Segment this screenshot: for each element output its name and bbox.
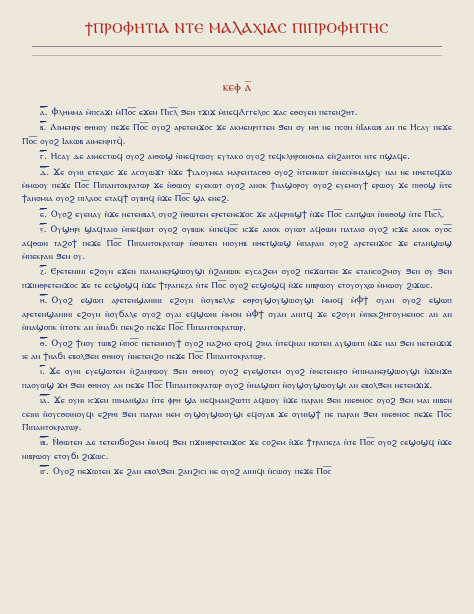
verse-number: ⲇ̅. — [40, 166, 50, 178]
chapter-heading: ⲕⲉⲫ ⲁ̅ — [222, 79, 252, 94]
verse-text: Ϫⲉ ⲟⲩⲛⲓ ⲉⲧⲉⲭⲱⲥ ϫⲉ ⲁⲥⲟⲩⲱϫⲧ ⲛ̀ϫⲉ Ϯⲓⲇⲟⲩⲙⲉⲁ ⲙⲁⲣⲉⲛⲧⲁⲥⲑⲟ ⲟⲩⲟϩ ⲛ̀ⲧⲉⲛⲕⲱⲧ ⲛ̀ⲛⲉⲥⲙ̀ⲙⲁϣⲉⲩ ⲛⲁⲓ ⲛⲉ ⲛⲏⲉⲧⲉϥϫⲱ ⲙ̀ⲙⲱⲟⲩ ⲡⲉϫⲉ Ⲡⲟ̅ⲥ̅ Ⲡⲓⲡⲁⲛⲧⲟⲕⲣⲁⲧⲱⲣ ϫⲉ ⲛ̀ⲑⲱⲟⲩ ⲉⲩⲉⲕⲱⲧ ⲟⲩⲟϩ ⲁⲛⲟⲕ ϯⲛⲁϣⲟⲣⲟⲩ ⲟⲩⲟϩ ⲉⲩⲉⲙⲟⲩϯ ⲉⲣⲱⲟⲩ ϫⲉ ⲡⲓⲑⲟϣ ⲛ̀ⲧⲉ ϯⲁⲛⲟⲙⲓⲁ ⲟⲩⲟϩ ⲡⲓⲗⲁⲟⲥ ⲉⲧⲁϥϯ ⲟⲩⲃⲏϥ ⲛ̀ϫⲉ Ⲡⲟ̅ⲥ̅ ϣⲁ ⲉⲛⲉϩ. — [22, 166, 452, 205]
verse — [22, 365, 452, 392]
verse-text: Ϫⲉ ⲟⲩⲛⲓ ⲓⲥϫⲉⲛ ⲡⲓⲙⲁⲛϣⲁⲓ ⲛ̀ⲧⲉ ⲫⲣⲏ ϣⲁ ⲛⲉϥⲙⲁⲛϩⲱⲧⲡ ⲁϥⲱⲟⲩ ⲛ̀ϫⲉ ⲡⲁⲣⲁⲛ ϧⲉⲛ ⲛⲓⲉⲑⲛⲟⲥ ⲟⲩⲟϩ ϧⲉⲛ ⲙⲁⲓ ⲛⲓⲃⲉⲛ ⲥⲉⲓⲛⲓ ⲛ̀ⲟⲩⲥⲑⲟⲓⲛⲟⲩϥⲓ ⲉϩⲣⲏⲓ ϧⲉⲛ ⲡⲁⲣⲁⲛ ⲛⲉⲙ ⲟⲩϣⲟⲩϣⲱⲟⲩϣⲓ ⲉϥⲟⲩⲁⲃ ϫⲉ ⲟⲩⲛⲓϣϯ ⲡⲉ ⲡⲁⲣⲁⲛ ϧⲉⲛ ⲛⲓⲉⲑⲛⲟⲥ ⲡⲉϫⲉ Ⲡⲟ̅ⲥ̅ Ⲡⲓⲡⲁⲛⲧⲟⲕⲣⲁⲧⲱⲣ. — [22, 395, 452, 433]
title-divider — [32, 46, 442, 47]
verse-list — [22, 106, 452, 479]
verse-number: ⲍ̅. — [40, 266, 47, 278]
verse-number: ⲓ̅ⲃ̅. — [40, 437, 49, 449]
verse-number: ⲁ̅. — [40, 107, 48, 118]
verse-text: Ⲫⲗⲏⲙⲙⲁ ⲙ̀ⲡⲥⲁϫⲓ ⲙ̀Ⲡⲟ̅ⲥ̅ ⲉϫⲉⲛ Ⲡⲓⲥ̅ⲗ̅ ϧⲉⲛ ⲧϫⲓϫ ⲙ̀ⲡⲉϥⲀⲅⲅⲉⲗⲟⲥ ϫⲁⲥ ⲉⲑⲟⲩⲉⲛ ⲡⲉⲧⲉⲛϩⲏⲧ. — [51, 107, 358, 118]
verse-number: ⲋ̅. — [40, 224, 47, 236]
verse-text: Ⲟⲩⲟϩ ⲉⲩⲉⲛⲁⲩ ⲛ̀ϫⲉ ⲛⲉⲧⲉⲛⲃⲁⲗ ⲟⲩⲟϩ ⲛ̀ⲑⲱⲧⲉⲛ ⲉⲣⲉⲧⲉⲛⲉϫⲟⲥ ϫⲉ ⲁϥⲉⲣⲛⲓϣϯ ⲛ̀ϫⲉ Ⲡⲟ̅ⲥ̅ ⲥⲁⲡϣⲱⲓ ⲛ̀ⲛⲓⲑⲟϣ ⲛ̀ⲧⲉ Ⲡⲓⲥ̅ⲗ̅. — [51, 208, 445, 220]
verse-number: ⲃ̅. — [40, 122, 47, 134]
verse-text: Ⲉⲣⲉⲧⲉⲛⲓⲛⲓ ⲉϩⲟⲩⲛ ⲉϫⲉⲛ ⲡⲁⲙⲁⲛⲉⲣϣⲱⲟⲩϣⲓ ⲛ̀ϩⲁⲛⲱⲓⲕ ⲉⲩⲥⲁϩⲉⲙ ⲟⲩⲟϩ ⲡⲉϫⲱⲧⲉⲛ ϫⲉ ⲉⲧⲁⲛⲥⲟϩⲙⲟⲩ ϧⲉⲛ ⲟⲩ ϧⲉⲛ ⲡϫⲓⲛⲑⲣⲉⲧⲉⲛϫⲟⲥ ϫⲉ ⲧⲉ ⲉⲥϣⲟϣϥ ⲛ̀ϫⲉ ϯⲧⲣⲁⲡⲉⲍⲁ ⲛ̀ⲧⲉ Ⲡⲟ̅ⲥ̅ ⲟⲩⲟϩ ⲉⲥϣⲟϣϥ ⲛ̀ϫⲉ ⲛⲓⲃⲣⲱⲟⲩ ⲉⲧⲟⲩⲟⲩⲭⲱ ⲙ̀ⲙⲱⲟⲩ ϩⲓϫⲱⲥ. — [22, 266, 452, 291]
verse-number: ⲉ̅. — [40, 208, 47, 220]
verse-text: Ⲟⲩⲟϩ ⲡⲉϫⲱⲧⲉⲛ ϫⲉ ϩⲁⲛ ⲉⲃⲟⲗϧⲉⲛ ϩⲁⲛϩⲓⲥⲓ ⲛⲉ ⲟⲩⲟϩ ⲁⲓⲛⲓϥⲓ ⲛ̀ⲥⲱⲟⲩ ⲡⲉϫⲉ Ⲡⲟ̅ⲥ̅ — [53, 466, 332, 478]
verse — [22, 337, 452, 364]
verse-number: ⲓ̅ⲁ̅. — [40, 395, 50, 407]
verse — [22, 166, 452, 206]
verse — [22, 465, 452, 478]
verse — [22, 208, 452, 221]
verse-text: Ⲟⲩⲟϩ ⲉϣⲱⲡ ⲁⲣⲉⲧⲉⲛϣⲁⲛⲓⲛⲓ ⲉϩⲟⲩⲛ ⲛ̀ⲟⲩⲃⲉⲗⲗⲉ ⲉⲑⲣⲟⲩϣⲟⲩϣⲱⲟⲩϣⲓ ⲙ̀ⲙⲟϥ ⲙ̀Ⲫϯ ⲟⲩⲁⲛ ⲟⲩⲟϩ ⲉϣⲱⲡ ⲁⲣⲉⲧⲉⲛϣⲁⲛⲓⲛⲓ ⲉϩⲟⲩⲛ ⲛ̀ⲟⲩϭⲁⲗⲉ ⲟⲩⲟϩ ⲟⲩⲁⲓ ⲉϥϣⲱⲛⲓ ⲙ̀ⲙⲟⲛ ⲙ̀Ⲫϯ ⲟⲩⲁⲛ ⲁⲛⲓⲧϥ ϫⲉ ⲉϩⲟⲩⲛ ⲙ̀ⲡⲉⲕϩⲏⲅⲟⲩⲙⲉⲛⲟⲥ ⲁⲛ ⲁⲛ ⲛ̀ⲛⲁϣⲟⲡⲕ ⲛ̀ⲧⲟⲧⲕ ⲁⲛ ⲛ̀ⲛⲁϭⲓ ⲡⲉⲕϩⲟ ⲡⲉϫⲉ Ⲡⲟ̅ⲥ̅ Ⲡⲓⲡⲁⲛⲧⲟⲕⲣⲁⲧⲱⲣ. — [22, 295, 452, 334]
verse — [22, 394, 452, 434]
verse — [22, 294, 452, 334]
verse-text: Ⲏⲥⲁⲩ ⲇⲉ ⲁⲓⲙⲉⲥⲧⲱϥ ⲟⲩⲟϩ ⲁⲓⲑⲱϣ ⲛ̀ⲛⲉϥⲧⲱⲟⲩ ⲉⲩⲧⲁⲕⲟ ⲟⲩⲟϩ ⲧⲉϥⲕⲗⲏⲣⲟⲛⲟⲙⲓⲁ ⲉⲛ̀ϩⲁⲛⲧⲟⲓ ⲛⲧⲉ ⲡϣⲁϥⲉ. — [50, 151, 410, 163]
verse — [22, 265, 452, 292]
verse-text: Ⲛ̀ⲑⲱⲧⲉⲛ ⲇⲉ ⲧⲉⲧⲉⲛϭⲟϩⲉⲙ ⲙ̀ⲙⲟϥ ϧⲉⲛ ⲡϫⲓⲛⲑⲣⲉⲧⲉⲛϫⲟⲥ ϫⲉ ⲥⲟϩⲉⲙ ⲛ̀ϫⲉ ϯⲧⲣⲁⲡⲉⲍⲁ ⲛ̀ⲧⲉ Ⲡⲟ̅ⲥ̅ ⲟⲩⲟϩ ⲥⲉϣⲟϣϥ ⲛ̀ϫⲉ ⲛⲓⲃⲣⲱⲟⲩ ⲉⲧⲟⲩϭⲓ ϩⲓϫⲱⲥ. — [22, 437, 452, 462]
verse-text: Ⲟⲩϣⲏⲣⲓ ϣⲁϥⲧⲁⲓⲟ ⲙ̀ⲡⲉϥⲓⲱⲧ ⲟⲩⲟϩ ⲟⲩⲃⲱⲕ ⲙ̀ⲡⲉϥⲟ̅ⲥ̅ ⲓⲥϫⲉ ⲁⲛⲟⲕ ⲟⲩⲓⲱⲧ ⲁϥⲑⲱⲛ ⲡⲁⲧⲁⲓⲟ ⲟⲩⲟϩ ⲓⲥϫⲉ ⲁⲛⲟⲕ ⲟⲩⲟ̅ⲥ̅ ⲁϥⲑⲱⲛ ⲧⲁϩⲟϯ ⲡⲉϫⲉ Ⲡⲟ̅ⲥ̅ Ⲡⲓⲡⲁⲛⲧⲟⲕⲣⲁⲧⲱⲣ ⲛ̀ⲑⲱⲧⲉⲛ ⲛⲓⲟⲩⲏⲃ ⲛⲏⲉⲧϣⲱϣ ⲙ̀ⲡⲁⲣⲁⲛ ⲟⲩⲟϩ ⲁⲣⲉⲧⲉⲛϫⲟⲥ ϫⲉ ⲉⲧⲁⲛϣⲱϣ ⲙ̀ⲡⲉⲕⲣⲁⲛ ϧⲉⲛ ⲟⲩ. — [22, 224, 452, 263]
verse-text: Ⲟⲩⲟϩ ϯⲛⲟⲩ ⲧⲱⲃϩ ⲙ̀ⲡⲟ̅ⲥ̅ ⲡⲉⲧⲉⲛⲛⲟⲩϯ ⲟⲩⲟϩ ⲛⲁϩⲙⲟ ⲉⲣⲟϥ ϩⲓⲛⲁ ⲛ̀ⲧⲉϥⲛⲁⲓ ⲛⲱⲧⲉⲛ ⲁⲩϣⲱⲡⲓ ⲛ̀ϫⲉ ⲛⲁⲓ ϧⲉⲛ ⲛⲉⲧⲉⲛϫⲓϫ ⲓⲉ ⲁⲛ ϯⲛⲁϭⲓ ⲉⲃⲟⲗϧⲉⲛ ⲑⲏⲛⲟⲩ ⲛ̀ⲛⲉⲧⲉⲛϩⲟ ⲡⲉϫⲉ Ⲡⲟ̅ⲥ̅ Ⲡⲓⲡⲁⲛⲧⲟⲕⲣⲁⲧⲱⲣ. — [22, 337, 452, 362]
document-title: ϯⲠⲢⲞⲪⲎⲦⲒⲀ ⲚⲦⲈ ⲘⲀⲖⲀⲬⲒⲀⲤ ⲠⲒⲠⲢⲞⲪⲎⲦⲎⲤ — [85, 21, 389, 37]
verse-number: ⲅ̅. — [40, 151, 47, 163]
verse — [22, 106, 452, 119]
verse — [22, 150, 452, 163]
title-divider-light — [32, 55, 442, 56]
verse-number: ⲓ̅ⲅ̅. — [40, 466, 50, 478]
verse-number: ⲓ̅. — [40, 366, 46, 378]
verse — [22, 223, 452, 263]
verse-text: Ϫⲉ ⲟⲩⲛⲓ ⲉⲩⲉϣⲱⲧⲉⲙ ⲛ̀ϩⲁⲛⲣⲱⲟⲩ ϧⲉⲛ ⲑⲏⲛⲟⲩ ⲟⲩⲟϩ ⲉⲩⲉϣⲟⲧⲉⲙ ⲟⲩⲟϩ ⲛ̀ⲛⲉⲧⲉⲛⲉⲣⲟ ⲙ̀ⲡⲓⲙⲁⲛⲉⲣϣⲱⲟⲩϣⲓ ⲛ̀ϫⲓⲛϫⲏ ⲡⲁⲟⲩⲱϣ ϫⲏ ϧⲉⲛ ⲑⲏⲛⲟⲩ ⲁⲛ ⲡⲉϫⲉ Ⲡⲟ̅ⲥ̅ Ⲡⲓⲡⲁⲛⲧⲟⲕⲣⲁⲧⲱⲣ ⲟⲩⲟϩ ⲛ̀ⲛⲁϣⲱⲡ ⲛ̀ⲟⲩϣⲟⲩϣⲱⲟⲩϣⲓ ⲁⲛ ⲉⲃⲟⲗϧⲉⲛ ⲛⲉⲧⲉⲛϫⲓϫ. — [22, 366, 452, 391]
verse-number: ⲑ̅. — [40, 337, 48, 349]
verse-text: Ⲁⲓⲙⲉⲛⲣⲉ ⲑⲏⲛⲟⲩ ⲡⲉϫⲉ Ⲡⲟ̅ⲥ̅ ⲟⲩⲟϩ ⲁⲣⲉⲧⲉⲛϫⲟⲥ ϫⲉ ⲁⲕⲙⲉⲛⲣⲓⲧⲧⲉⲛ ϧⲉⲛ ⲟⲩ ⲙⲏ ⲛⲉ ⲡⲥⲟⲛ ⲛ̀Ⲓⲁⲕⲱⲃ ⲁⲛ ⲡⲉ Ⲏⲥⲁⲩ ⲡⲉϫⲉ Ⲡⲟ̅ⲥ̅ ⲟⲩⲟϩ Ⲓⲁⲕⲱⲃ ⲁⲓⲙⲉⲛⲣⲓⲧϥ̀. — [22, 122, 452, 147]
verse — [22, 436, 452, 463]
verse — [22, 121, 452, 148]
verse-number: ⲏ̅. — [40, 295, 48, 307]
